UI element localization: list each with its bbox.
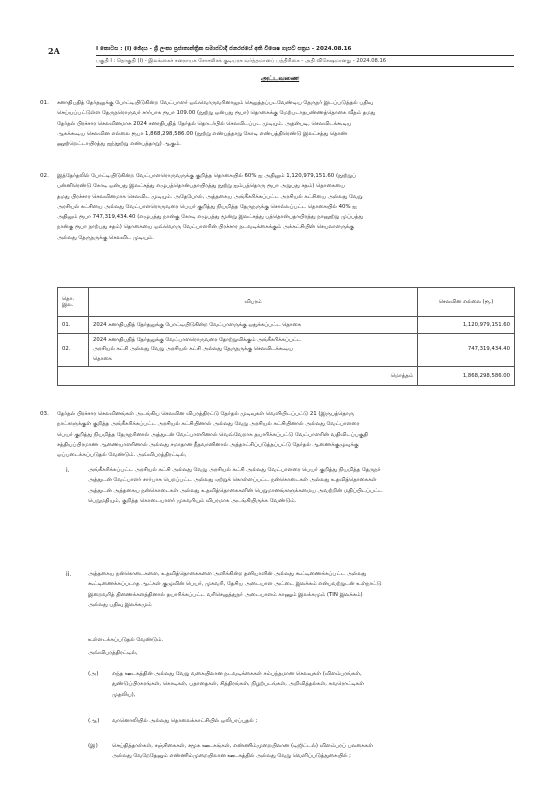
table-header-row: [58, 288, 515, 317]
section-3-text: [57, 409, 515, 460]
text-line: அதிலும் ரூபா 747,319,434.40 (எழுபத்து நான்கு கோடி எழுபத்து மூன்று இலட்சத்து பத்தொன்பதாயிரத்து நானூற்று முப்பத்து: [57, 214, 364, 221]
item-ii-text: [88, 569, 515, 611]
column-header-serial: தொ. இல.: [58, 288, 89, 317]
item-i-text: [88, 465, 515, 507]
section-number: 03.: [40, 411, 49, 417]
row-description: [89, 334, 418, 367]
text-line: அரசியல் கட்சியை அல்லது வேட்பாளரொருவரை பெயர் குறித்து நியமித்த தேருநருக்கு சொல்லப்பட்ட தொகையில் 40% ஐ: [57, 203, 357, 210]
row-amount: 1,120,979,151.60: [418, 317, 515, 334]
text-line: கூட்டிணைக்கப்படாத ஆட்கள் குழுவின் பெயர், முகவரி, தேசிய அடையாள அட்டை இலக்கம் என்பவற்றுடன் உள்நாட்டு: [88, 581, 382, 588]
column-header-amount: செலவின எல்லை (ரூ.): [418, 288, 515, 317]
text-line: தேர்தல் பிரச்சார செலவினங்கள் அடங்கிய செலவின விபரத்திரட்டு தேர்தல் முடிவுகள் வெளியிடப்பட்டு 21 (இருபத்தொரு: [57, 411, 354, 417]
sub-item-label: (ஆ): [88, 718, 100, 724]
sub-item-label: (இ): [88, 743, 98, 749]
text-line: அத்தகைய நன்கொடைகளை, உதவித்தொகைகளை அளிக்கின்ற தனியாளின் அல்லது கூட்டிணைக்கப்பட்ட அல்லது: [88, 571, 367, 577]
text-line: செய்யப்பட்டுள்ள தேருநரொருவர் சார்பாக ரூபா 109.00 (நூற்று ஒன்பது ரூபா) தொகைக்கு மேற்படாதபண்ணத்தொகை வீதம் தமது: [57, 110, 376, 117]
description-line: 2024 சனாதிபதித் தேர்தலுக்கு வேட்பாளரொருவரை தோற்றுவிக்கும் அங்கீகரிக்கப்பட்ட: [93, 336, 302, 343]
item-numeral: ii.: [66, 571, 72, 578]
text-line: உள்ளடக்கப்படுதல் வேண்டும்.: [88, 637, 164, 643]
text-line: ஆகக்கூடிய செலவின எல்லை ரூபா 1,868,298,586.00 (நூற்று எண்பத்தாறு கோடி எண்பத்திரெண்டு இலட்சத்து தொண்: [57, 130, 348, 137]
total-label: மொத்தம்: [89, 367, 418, 386]
row-amount: 747,319,434.40: [418, 334, 515, 367]
sub-item-aa-text: [112, 716, 515, 726]
text-line: நான்கு ரூபா நாற்பது சதம்) தொகையை ஒவ்வொரு வேட்பாளரின் பிரச்சார நடவடிக்கைக்கும் அக்கட்சியின் செயலாளருக்கு: [57, 224, 354, 231]
row-serial: 01.: [58, 317, 89, 334]
text-line: வானொலியில் அல்லது தொலைக்காட்சியில் ஒலிபரப்புதல் ;: [112, 718, 258, 724]
text-line: இத்தேர்தலில் போட்டியிடுகின்ற வேட்பாளரொருவருக்கு குறித்த தொகையில் 60% ஐ அதிலும் 1,120,979,151.60 (நூற்றுப்: [57, 173, 356, 179]
description-line: 2024 சனாதிபதித் தேர்தலுக்கு போட்டியிடுகின்ற வேட்பாளருக்கு ஒதுக்கப்பட்ட தொகை: [93, 322, 301, 328]
sub-item-label: (அ): [88, 671, 99, 677]
text-line: பெயர் குறித்து நியமித்த தேருநரினால் அத்துடன் வேட்பாளரினால் வெவ்வேறாக தயாரிக்கப்பட்டு வேட்பாளரின் வதிவிடப்பகுதி: [57, 431, 368, 438]
text-line: பன்னிரெண்டு கோடி ஒன்பது இலட்சத்து எழுபத்தொன்பதாயிரத்து நூற்று ஐம்பத்தொரு ரூபா அறுபது சதம்) தொகையை: [57, 183, 345, 190]
text-line: சனாதிபதித் தேர்தலுக்கு போட்டியிடுகின்ற வேட்பாளர் ஒவ்வொருவரினாலும் செலுத்தப்படவேண்டிய தேருநர் இடப்படுத்தல் பதிவு: [57, 100, 373, 106]
text-line: ணூற்றெட்டாயிரத்து ஐந்நூற்று எண்பத்தாறு) ஆகும்.: [57, 141, 182, 148]
text-line: துண்டுப்பிரசுரங்கள், கொடிகள், பதாதைகள், சித்திரங்கள், நிழற்படங்கள், அறிவித்தல்கள், சுவரொட்டிகள்: [112, 681, 364, 688]
description-line: அரசியல் கட்சி அல்லது வேறு அரசியல் கட்சி அல்லது தேருநருக்கு செலவிடக்கூடிய: [93, 346, 293, 353]
table-total-row: [58, 367, 515, 386]
text-line: அல்லது பதிவு இலக்கமும்: [88, 602, 152, 609]
header-tamil: பகுதி I : தொகுதி (I) - இலங்கைச் சனநாயக சோசலிசக் குடியரசு வர்த்தமானப் பத்திரிகை - அதி விசேஷமானது - 2024.08.16: [96, 58, 387, 64]
text-line: சத்தியப்பிரமாண ஆணையாளரினால் அல்லது சமாதான நீதவானினால் அத்தாட்சிப்படுத்தப்பட்டு தேர்தல் ஆணைக்குழுவுக்கு: [57, 441, 359, 448]
total-amount: 1,868,298,586.00: [418, 367, 515, 386]
sub-item-i-text: [112, 741, 515, 762]
schedule-title: அட்டவணை: [260, 74, 300, 82]
text-line: அத்துடன் வேட்பாளர் சார்பாக பெறப்பட்ட அல்லது ஏற்றுக் கொள்ளப்பட்ட நன்கொடைகள் அல்லது உதவித்தொகைகள்: [88, 477, 377, 484]
text-line: அங்கீகரிக்கப்பட்ட அரசியல் கட்சி அல்லது வேறு அரசியல் கட்சி அல்லது வேட்பாளரை பெயர் குறித்து நியமித்த தேருநர்: [88, 467, 381, 473]
sub-item-a-text: [112, 669, 515, 700]
column-header-description: விபரம்: [89, 288, 418, 317]
text-line: தேர்தல் பிரச்சார செலவினமாக 2024 சனாதிபதித் தேர்தல் தொடர்பில் செலவிடப்பட முடியும். அதன்படி, செலவிடக்கூடிய: [57, 120, 352, 127]
page-number: 2A: [48, 46, 60, 56]
table-row: [58, 334, 515, 367]
text-line: ஒப்படைக்கப்படுதல் வேண்டும். அவ்விபரத்திரட்டில்,: [57, 452, 187, 459]
header-rule-bottom: [96, 66, 514, 67]
item-numeral: i.: [66, 467, 70, 474]
text-line: அவ்விபரத்திரட்டில்,: [88, 650, 138, 656]
section-1-text: [57, 98, 515, 149]
section-number: 01.: [40, 100, 49, 106]
text-line: அல்லது தேருநருக்கு செலவிட முடியும்.: [57, 234, 154, 241]
expense-limit-table: [57, 287, 515, 386]
header-sinhala: I කොටස : (I) ඡේදය - ශ්‍රී ලංකා ප්‍රජාතාන්ත්‍රික සමාජවාදී ජනරජයේ අති විශෙෂ ගැසට් පත්‍රය - 2024.08.16: [96, 46, 352, 52]
row-description: [89, 317, 418, 334]
text-line: பெறுமதியும், குறித்த கொடையாளர் முகவரியும் விபரமாக அடங்கியிருக்க வேண்டும்.: [88, 498, 297, 505]
text-line: செய்தித்தாள்கள், சஞ்சிகைகள், சமூக ஊடகங்கள், எண்ணிம்முறையிலான (டிஜிட்டல்) விளம்பரப் பலகைகள்: [112, 743, 373, 749]
text-line: முதலிய),: [112, 691, 136, 698]
text-line: தமது பிரச்சார செலவினமாக செலவிட முடியும். அதேபோல், அத்தகைய அங்கீகரிக்கப்பட்ட அரசியல் கட்சியை அல்லது வேறு: [57, 193, 363, 200]
section-2-text: [57, 171, 515, 243]
description-line: தொகை: [93, 355, 112, 362]
text-line: நாட்களுக்குள் குறித்த அங்கீகரிக்கப்பட்ட அரசியல் கட்சியினால் அல்லது வேறு அரசியல் கட்சியினால் அல்லது வேட்பாளரை: [57, 421, 360, 428]
text-line: அத்துடன் அத்தகைய நன்கொடைகள் அல்லது உதவித்தொகைகளின் பெறுமானங்களுக்கமைய அவற்றின் மதிப்பிடப்பட்ட: [88, 487, 383, 494]
text-line: அல்லது வேறேதேனும் எண்ணிம்முறையிலான ஊடகத்தில் அல்லது வேறு வெளிப்படுத்துகையில் ;: [112, 753, 351, 760]
header-rule: [96, 55, 514, 56]
total-spacer: [58, 367, 89, 386]
row-serial: 02.: [58, 334, 89, 367]
text-line: இறைவரித் திணைக்களத்தினால் தயாரிக்கப்பட்ட வரிசெலுத்துநர் அடையாளம் காணும் இலக்கமும் (TIN இலக்கம்): [88, 591, 363, 598]
section-number: 02.: [40, 173, 49, 179]
text-line: எந்த ஊடகத்தின் அல்லது வேறு வகையிலான நடவடிக்கைகள் சம்பந்தமான செலவுகள் (விளம்பரங்கள்,: [112, 671, 362, 677]
table-row: [58, 317, 515, 334]
